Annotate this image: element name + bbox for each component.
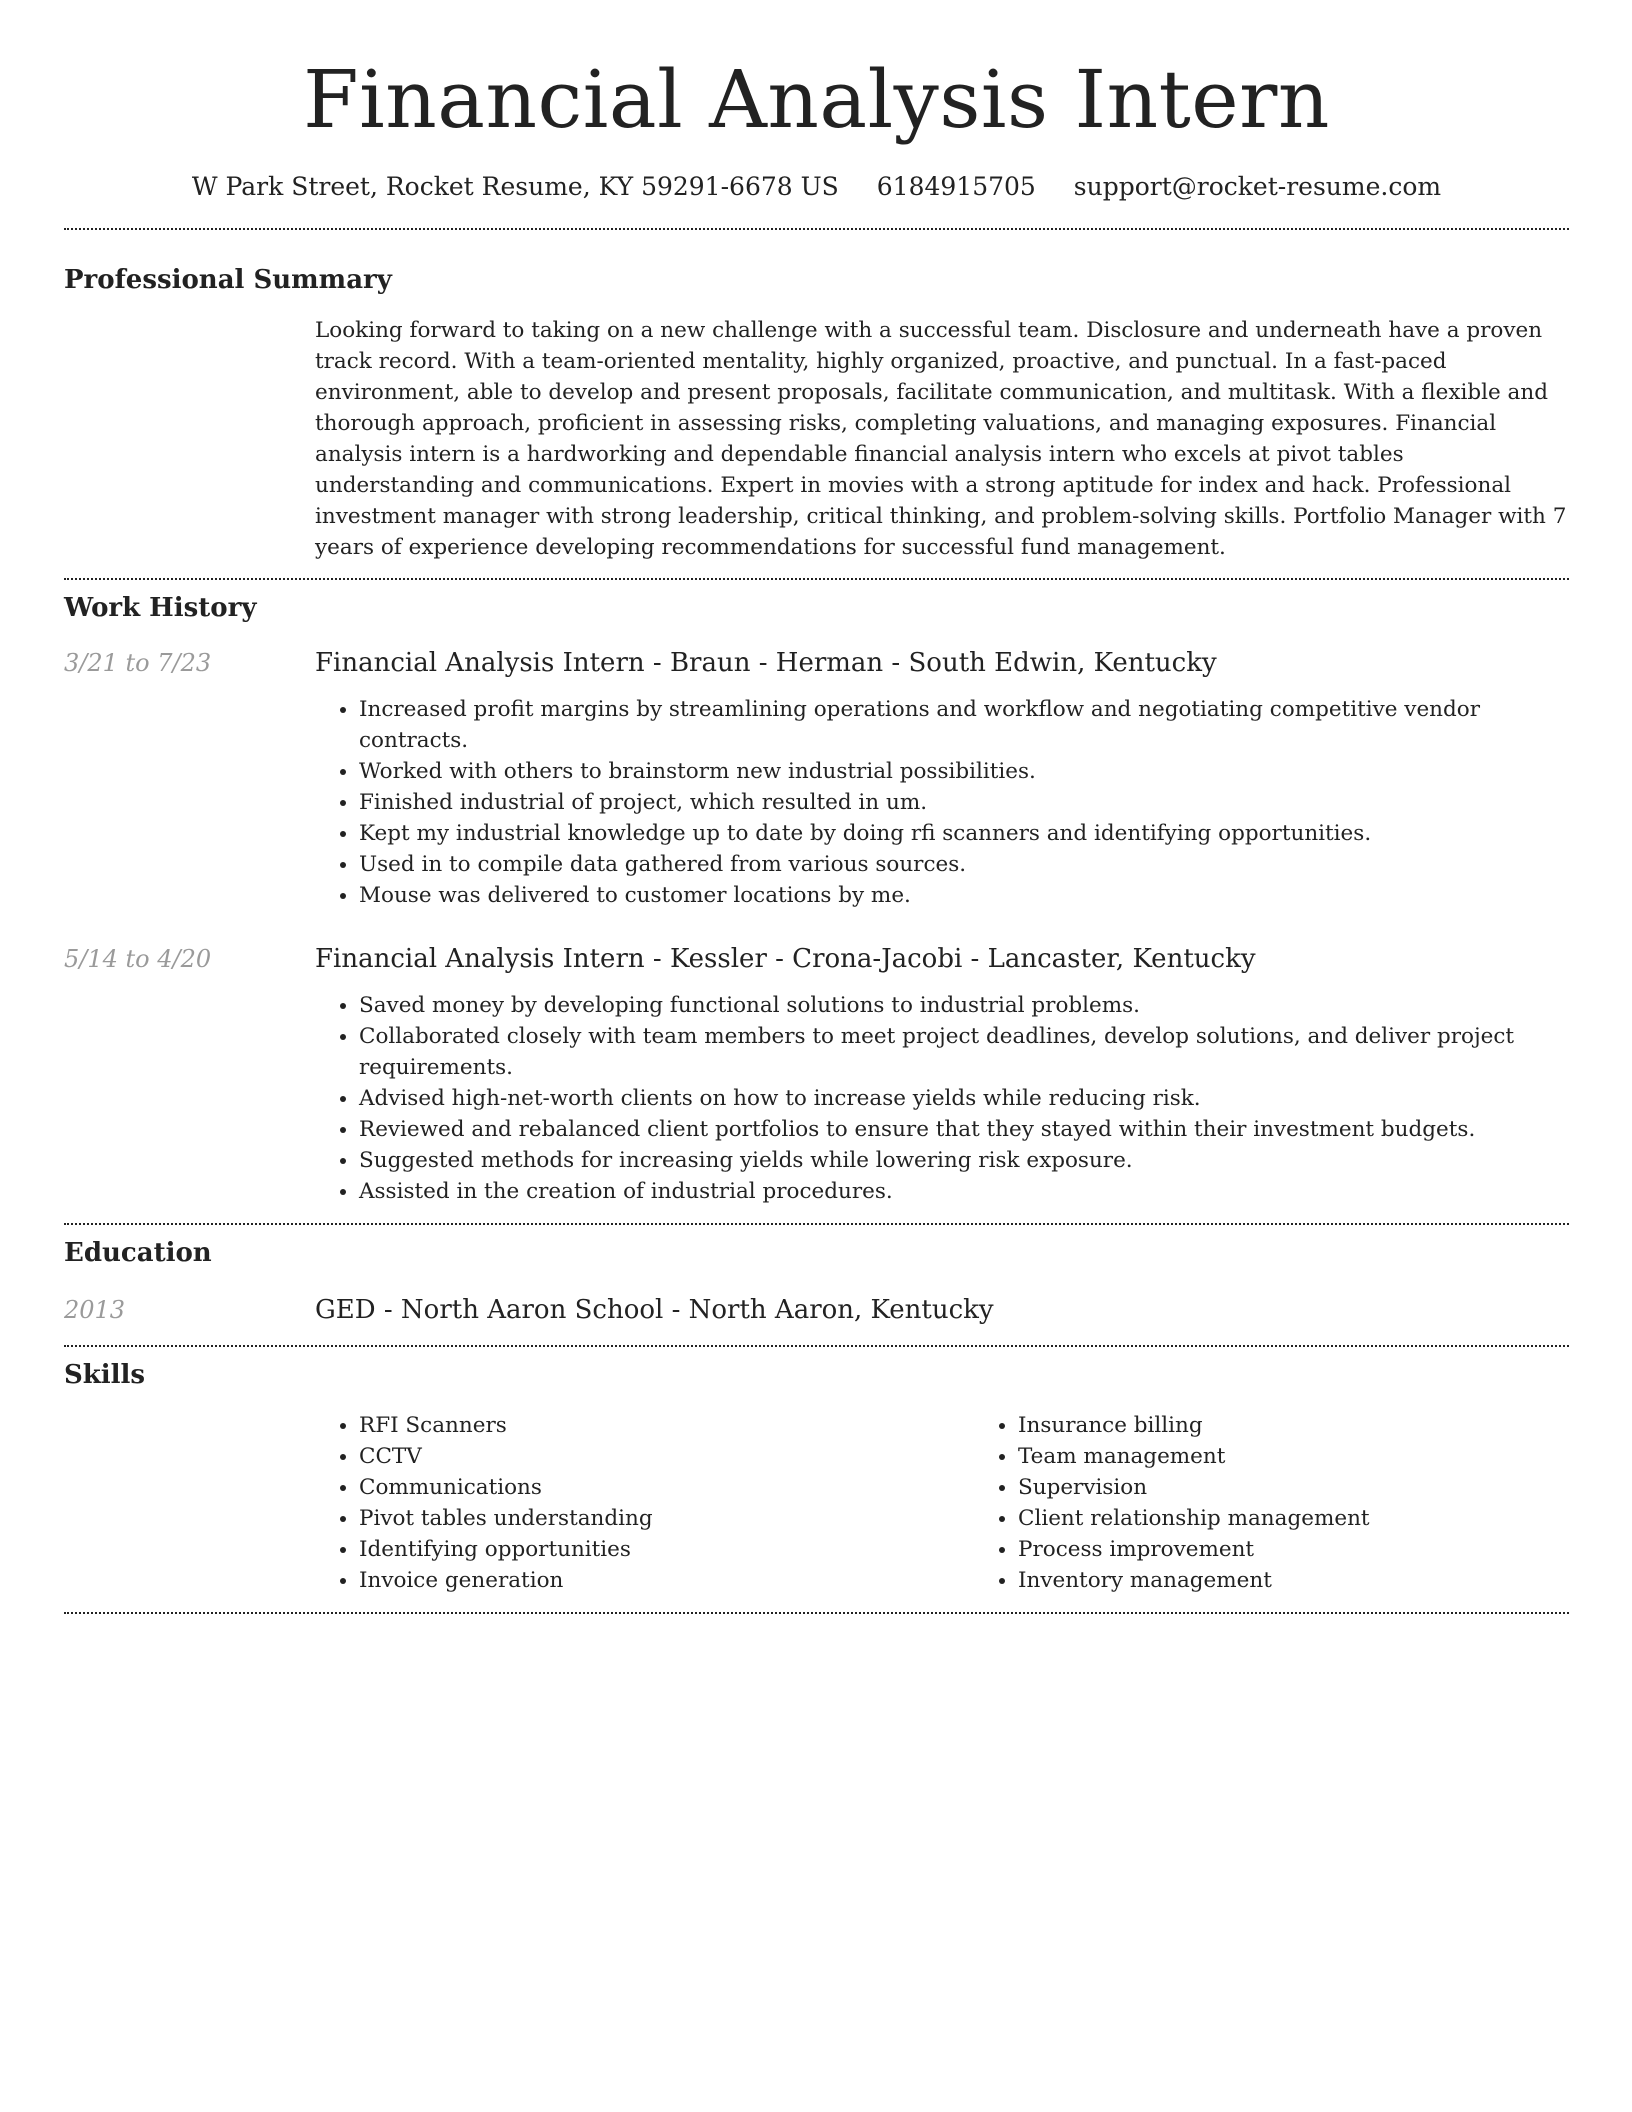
job-dates: 5/14 to 4/20 [64,945,212,973]
skill-item: • Team management [1018,1441,1632,1472]
section-title-skills: Skills [64,1360,146,1390]
education-year: 2013 [64,1296,126,1324]
resume-header [64,0,1569,204]
skills-section [64,1347,1569,1596]
contact-address: W Park Street, Rocket Resume, KY 59291-6678 US [191,172,839,201]
contact-phone: 6184915705 [876,172,1036,201]
list-item: • Increased profit margins by streamlining operations and workflow and negotiating competitive vendor contracts. [359,694,1569,756]
skill-item: • Communications [359,1472,974,1503]
list-item: • Saved money by developing functional solutions to industrial problems. [359,990,1569,1021]
summary-text: Looking forward to taking on a new challenge with a successful team. Disclosure and underneath have a proven track record. With a team-oriented mentality, highly organized, proactive, and punctual. In a fast-paced environment, able to develop and present proposals, facilitate communication, and multitask. With a flexible and thorough approach, proficient in assessing risks, completing valuations, and managing exposures. Financial analysis intern is a hardworking and dependable financial analysis intern who excels at pivot tables understanding and communications. Expert in movies with a strong aptitude for index and hack. Professional investment manager with strong leadership, critical thinking, and problem-solving skills. Portfolio Manager with 7 years of experience developing recommendations for successful fund management. [315,318,1567,560]
skill-item: • RFI Scanners [359,1410,974,1441]
education-entry [64,1293,1569,1327]
section-title-education: Education [64,1238,212,1268]
job-role: Financial Analysis Intern [315,944,645,974]
job-heading [315,646,1569,680]
candidate-name: Financial Analysis Intern [303,53,1330,146]
divider [64,1612,1569,1614]
job-details: - Braun - Herman - South Edwin, Kentucky [644,648,1217,678]
skill-item: • Inventory management [1018,1565,1632,1596]
list-item: • Kept my industrial knowledge up to date by doing rfi scanners and identifying opportunities. [359,818,1569,849]
job-entry [64,646,1569,911]
education-details: - North Aaron School - North Aaron, Kentucky [375,1295,994,1325]
list-item: • Mouse was delivered to customer locations by me. [359,880,1569,911]
skill-item: • Pivot tables understanding [359,1503,974,1534]
list-item: • Finished industrial of project, which resulted in um. [359,787,1569,818]
job-role: Financial Analysis Intern [315,648,645,678]
education-heading [315,1293,1569,1327]
job-details: - Kessler - Crona-Jacobi - Lancaster, Kentucky [644,944,1256,974]
skill-item: • Identifying opportunities [359,1534,974,1565]
list-item: • Assisted in the creation of industrial procedures. [359,1176,1569,1207]
skills-list-left [315,1410,974,1596]
list-item: • Reviewed and rebalanced client portfolios to ensure that they stayed within their investment budgets. [359,1114,1569,1145]
list-item: • Suggested methods for increasing yields while lowering risk exposure. [359,1145,1569,1176]
job-bullets [315,694,1569,911]
list-item: • Worked with others to brainstorm new industrial possibilities. [359,756,1569,787]
job-heading [315,942,1569,976]
contact-email: support@rocket-resume.com [1073,172,1442,201]
skill-item: • Invoice generation [359,1565,974,1596]
skill-item: • Client relationship management [1018,1503,1632,1534]
skill-item: • Supervision [1018,1472,1632,1503]
skill-item: • CCTV [359,1441,974,1472]
summary-spacer [64,315,315,563]
resume-page [64,0,1569,1614]
job-bullets [315,990,1569,1207]
summary-section [64,230,1569,563]
list-item: • Collaborated closely with team members to meet project deadlines, develop solutions, and deliver project requirements. [359,1021,1569,1083]
section-title-work-history: Work History [64,593,257,623]
skills-list-right [974,1410,1632,1596]
contact-line [64,170,1569,204]
skill-item: • Process improvement [1018,1534,1632,1565]
list-item: • Used in to compile data gathered from various sources. [359,849,1569,880]
skill-item: • Insurance billing [1018,1410,1632,1441]
education-degree: GED [315,1295,376,1325]
section-title-summary: Professional Summary [64,265,392,295]
education-section [64,1225,1569,1327]
list-item: • Advised high-net-worth clients on how to increase yields while reducing risk. [359,1083,1569,1114]
skills-spacer [64,1410,315,1596]
job-dates: 3/21 to 7/23 [64,649,212,677]
work-history-section [64,580,1569,1207]
job-entry [64,942,1569,1207]
